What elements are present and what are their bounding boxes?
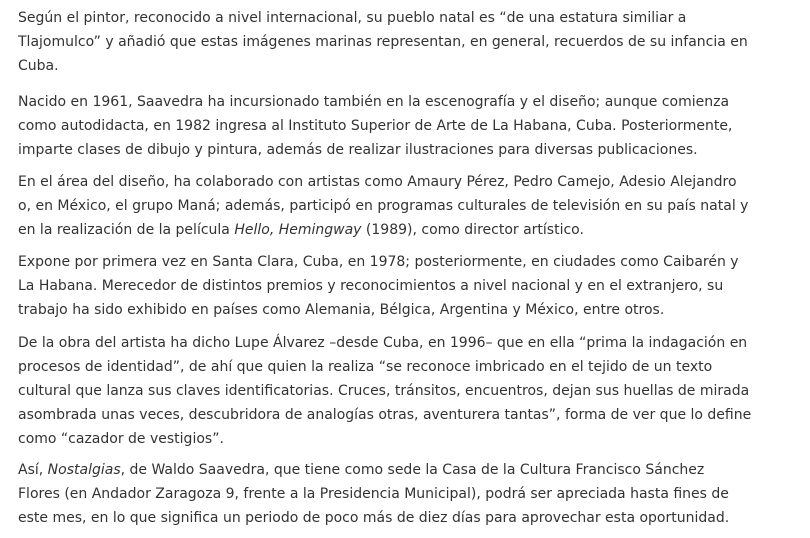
text-line: Cuba. [18,58,59,74]
text-line [18,458,729,482]
text-line: trabajo ha sido exhibido en países como Alemania, Bélgica, Argentina y México, entre otros. [18,302,665,318]
text-line: Tlajomulco” y añadió que estas imágenes marinas representan, en general, recuerdos de su infancia en [18,34,748,50]
film-title: Hello, Hemingway [234,222,362,238]
text-line [18,218,748,242]
text-line: De la obra del artista ha dicho Lupe Álvarez –desde Cuba, en 1996– que en ella “prima la indagación en [18,335,748,351]
text-line: En el área del diseño, ha colaborado con artistas como Amaury Pérez, Pedro Camejo, Adesio Alejandro [18,174,737,190]
text-segment: en la realización de la película [18,222,235,238]
exhibition-title: Nostalgias [47,462,121,478]
text-line: imparte clases de dibujo y pintura, además de realizar ilustraciones para diversas publicaciones. [18,142,698,158]
text-segment: Así, [18,462,48,478]
text-line: Nacido en 1961, Saavedra ha incursionado también en la escenografía y el diseño; aunque comienza [18,94,730,110]
text-line: Flores (en Andador Zaragoza 9, frente a la Presidencia Municipal), podrá ser apreciada hasta fines de [18,486,729,502]
text-line: este mes, en lo que significa un periodo de poco más de diez días para aprovechar esta oportunidad. [18,510,730,526]
text-line: procesos de identidad”, de ahí que quien la realiza “se reconoce imbricado en el tejido de un texto [18,359,713,375]
text-line: Según el pintor, reconocido a nivel internacional, su pueblo natal es “de una estatura similiar a [18,10,687,26]
paragraph-design [18,170,748,242]
text-line: como “cazador de vestigios”. [18,431,224,447]
text-segment: (1989), como director artístico. [361,222,584,238]
text-line: como autodidacta, en 1982 ingresa al Instituto Superior de Arte de La Habana, Cuba. Posteriormente, [18,118,733,134]
paragraph-critique [18,331,751,451]
paragraph-biography [18,90,732,162]
text-segment: , de Waldo Saavedra, que tiene como sede la Casa de la Cultura Francisco Sánchez [120,462,705,478]
text-line: asombrada unas veces, descubridora de analogías otras, aventurera tantas”, forma de ver que lo define [18,407,752,423]
text-line: o, en México, el grupo Maná; además, participó en programas culturales de televisión en su país natal y [18,198,749,214]
text-line: Expone por primera vez en Santa Clara, Cuba, en 1978; posteriormente, en ciudades como Caibarén y [18,254,739,270]
paragraph-exhibitions [18,250,739,322]
text-line: La Habana. Merecedor de distintos premios y reconocimientos a nivel nacional y en el extranjero, su [18,278,724,294]
text-line: cultural que lanza sus claves identificatorias. Cruces, tránsitos, encuentros, dejan sus huellas de mirada [18,383,750,399]
paragraph-exhibition-details [18,458,729,530]
paragraph-birthplace [18,6,748,78]
